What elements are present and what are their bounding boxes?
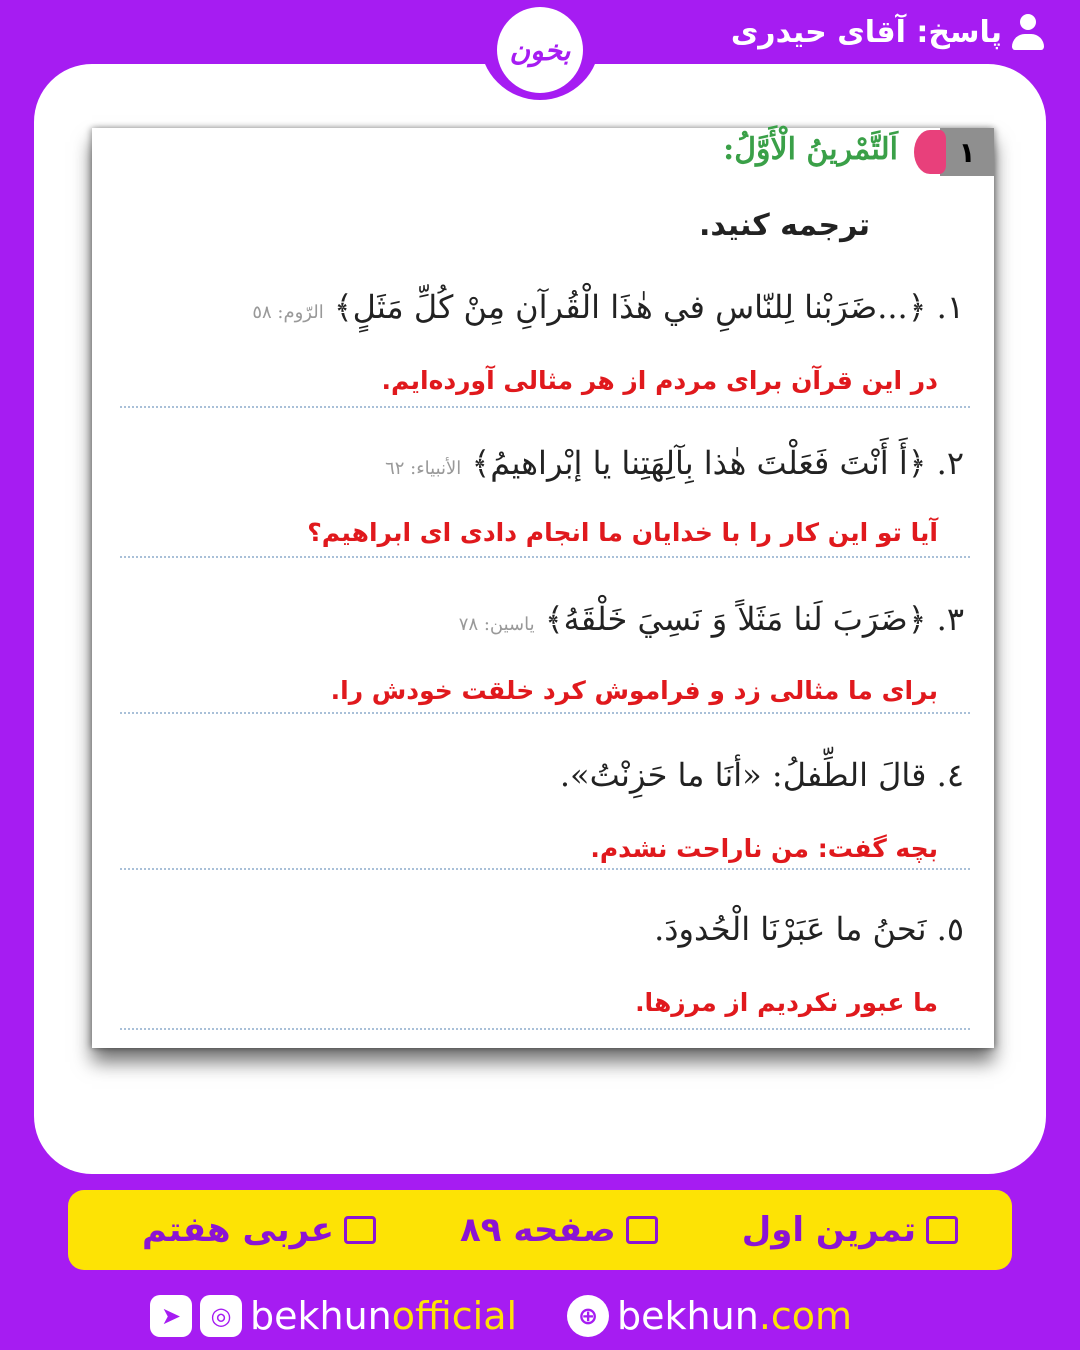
instagram-icon: ◎: [200, 1295, 242, 1337]
answer-text: آیا تو این کار را با خدایان ما انجام دادی ای ابراهیم؟: [307, 518, 938, 547]
globe-icon: ⊕: [567, 1295, 609, 1337]
verse: ٢. ﴿أَ أَنْتَ فَعَلْتَ هٰذا بِآلِهَتِنا يا إبْراهيمُ﴾ الأنبياء: ٦٢: [385, 444, 964, 482]
exercise-item-2: [92, 444, 994, 584]
verse: ٤. قالَ الطِّفلُ: «أنَا ما حَزِنْتُ».: [559, 756, 964, 794]
answer-text: بچه گفت: من ناراحت نشدم.: [590, 834, 938, 863]
flower-icon: [914, 130, 946, 174]
answer-line: [120, 1028, 970, 1030]
telegram-icon: ➤: [150, 1295, 192, 1337]
answer-line: [120, 868, 970, 870]
verse-reference: الرّوم: ٥٨: [252, 302, 324, 323]
page-info: صفحه ۸۹: [460, 1210, 658, 1250]
verse: ٥. نَحنُ ما عَبَرْنَا الْحُدودَ.: [654, 910, 964, 948]
answer-by-label: پاسخ: آقای حیدری: [730, 14, 1002, 50]
exercise-title: اَلتَّمْرینُ الْأَوَّلُ:: [723, 132, 898, 167]
exercise-info: تمرین اول: [742, 1210, 958, 1250]
info-bar: [68, 1190, 1012, 1270]
book-info: عربی هفتم: [142, 1210, 376, 1250]
verse-reference: الأنبياء: ٦٢: [385, 458, 462, 479]
user-icon: [1012, 14, 1044, 50]
answer-text: در این قرآن برای مردم از هر مثالی آورده‌ایم.: [381, 366, 938, 395]
answer-by-header: [731, 14, 1044, 50]
instruction: ترجمه کنید.: [699, 208, 870, 243]
exercise-number: ١: [940, 128, 994, 176]
verse-reference: ياسين: ٧٨: [458, 614, 535, 635]
answer-line: [120, 712, 970, 714]
answer-text: ما عبور نکردیم از مرزها.: [635, 988, 938, 1017]
social-bar: [0, 1286, 1080, 1346]
logo-text: بخون: [497, 7, 583, 93]
graduation-cap-icon: [344, 1216, 376, 1244]
website-link[interactable]: ⊕ bekhun.com: [567, 1294, 852, 1338]
teacher-icon: [926, 1216, 958, 1244]
answer-line: [120, 556, 970, 558]
exercise-item-1: [92, 288, 994, 428]
verse: ٣. ﴿ضَرَبَ لَنا مَثَلاً وَ نَسِيَ خَلْقَهُ﴾ ياسين: ٧٨: [458, 600, 964, 638]
answer-line: [120, 406, 970, 408]
exercise-item-5: [92, 910, 994, 1050]
book-open-icon: [626, 1216, 658, 1244]
answer-text: برای ما مثالی زد و فراموش کرد خلقت خودش را.: [330, 676, 938, 705]
verse: ١. ﴿...ضَرَبْنا لِلنّاسِ في هٰذَا الْقُرآنِ مِنْ كُلِّ مَثَلٍ﴾ الرّوم: ٥٨: [252, 288, 964, 326]
exercise-item-3: [92, 600, 994, 740]
exercise-item-4: [92, 756, 994, 896]
textbook-page: [92, 128, 994, 1048]
social-handle[interactable]: ➤ ◎ bekhunofficial: [150, 1294, 517, 1338]
